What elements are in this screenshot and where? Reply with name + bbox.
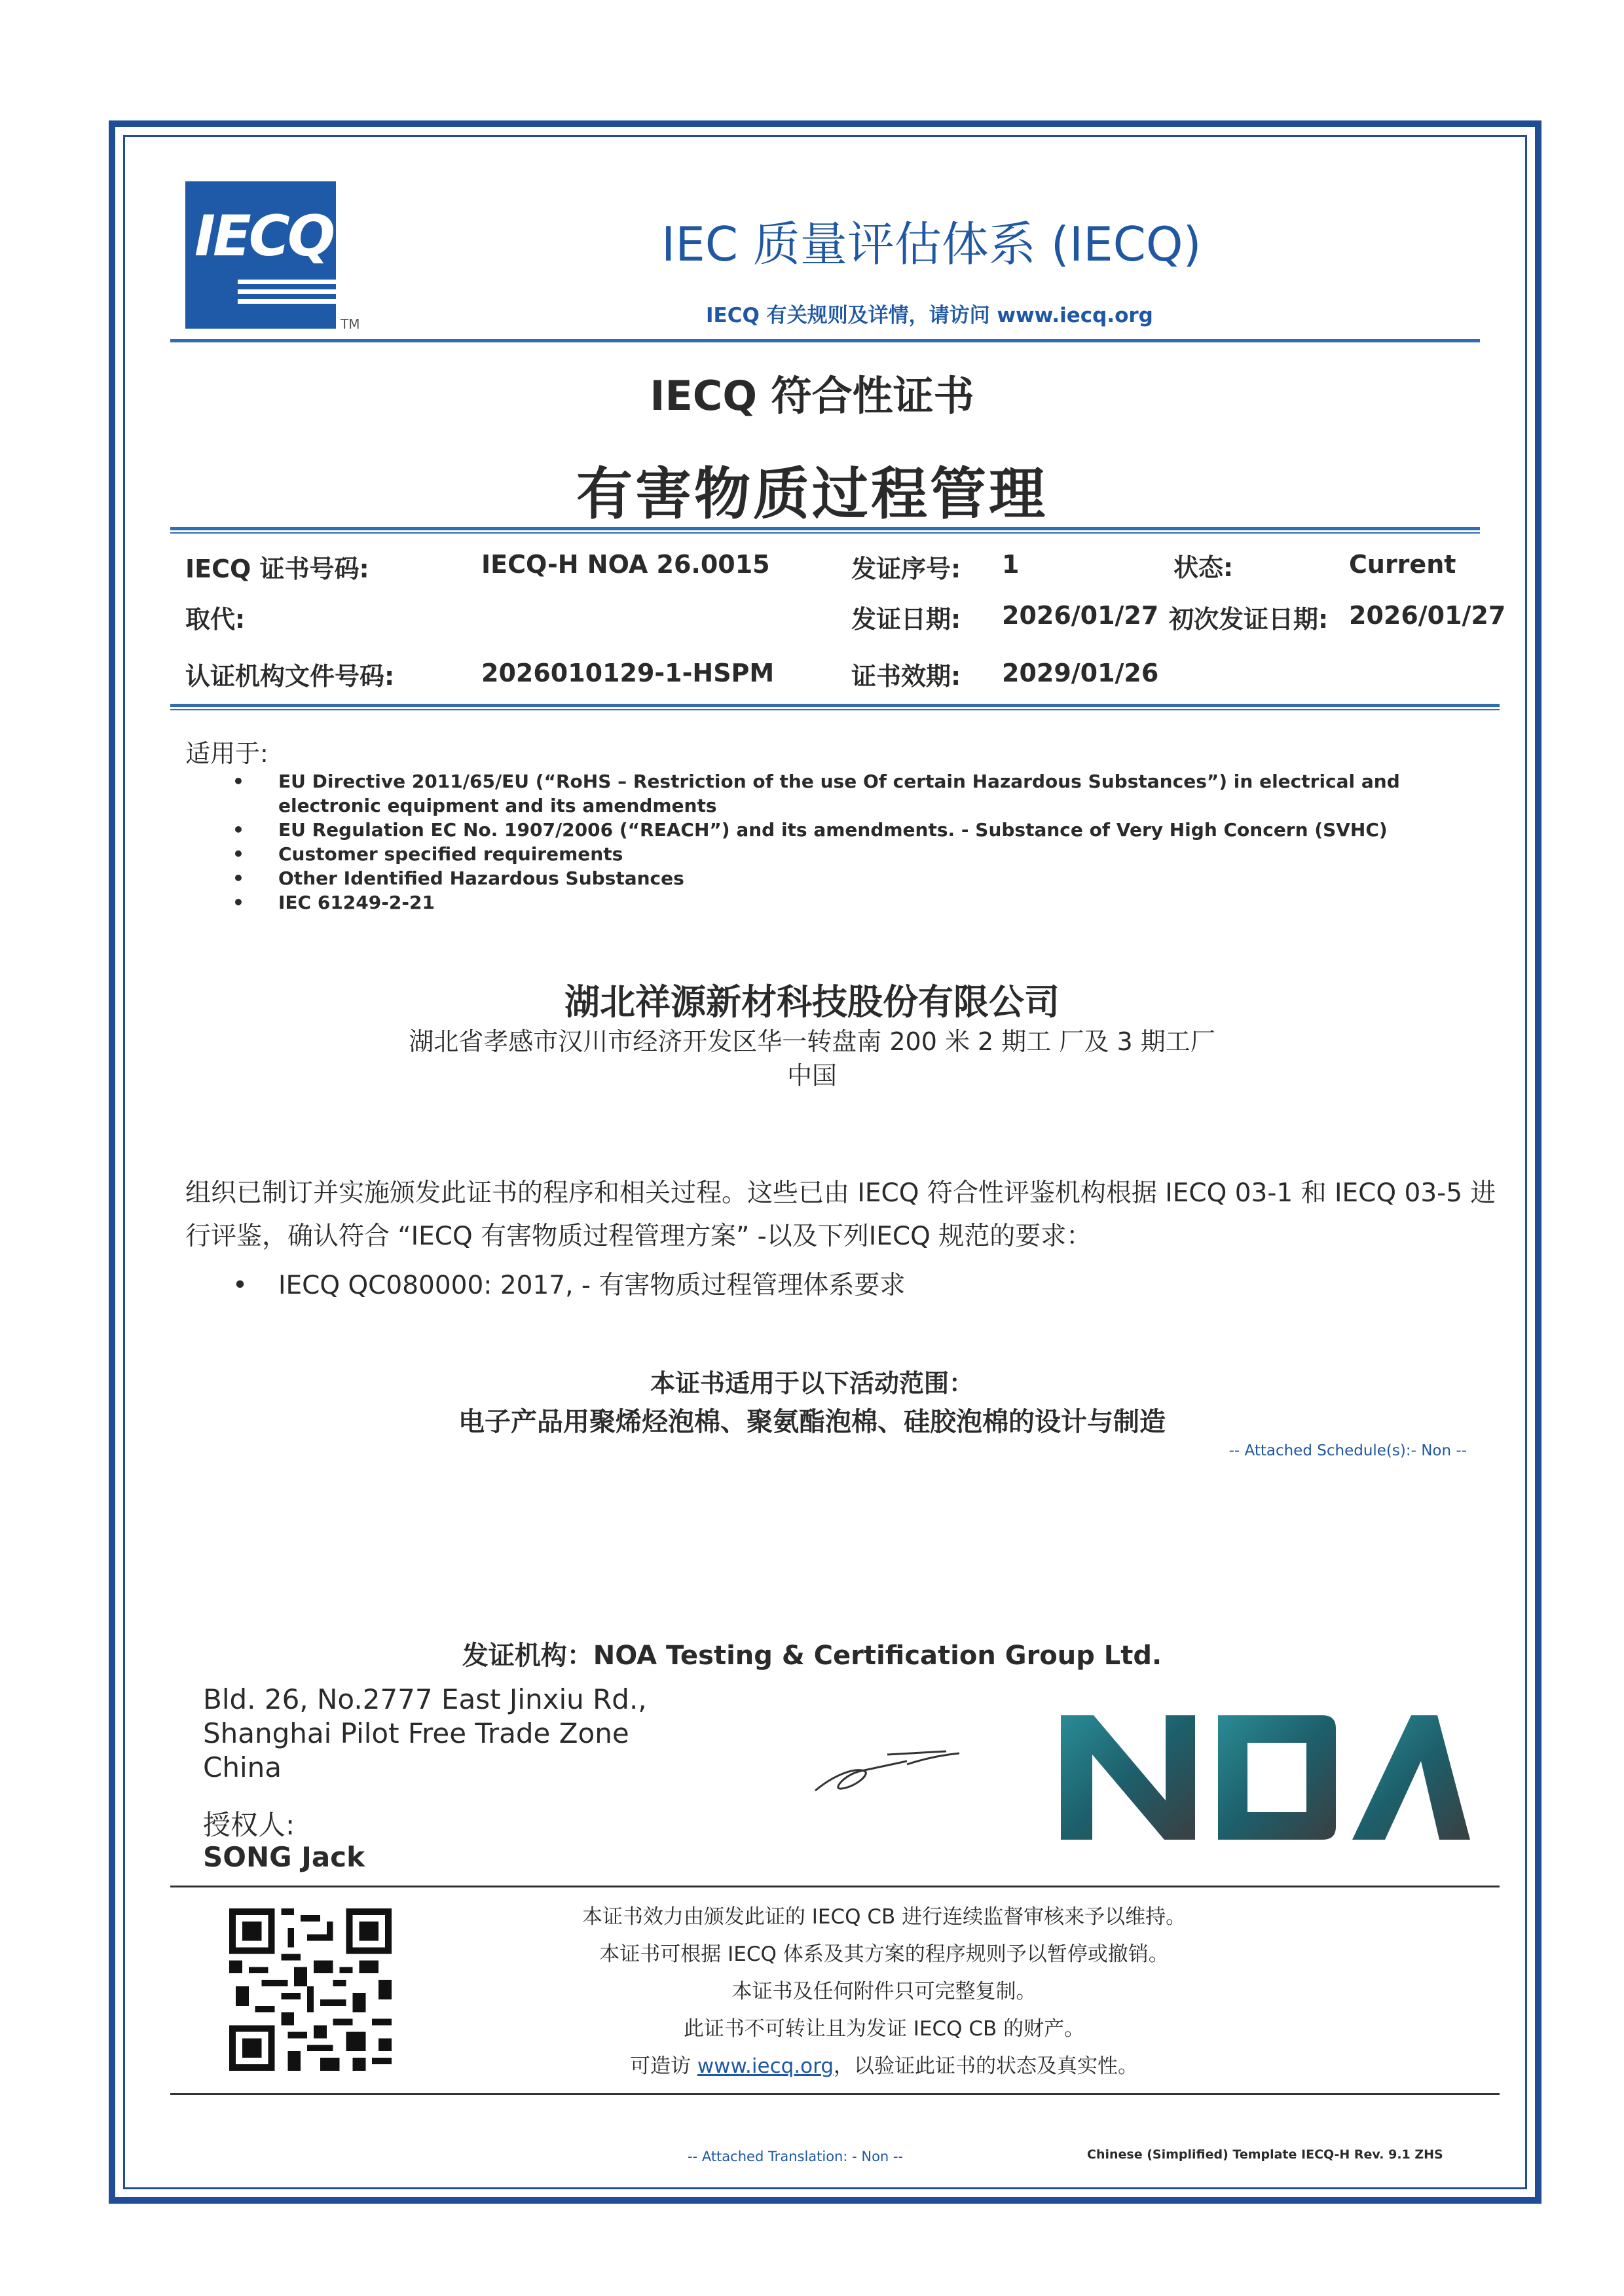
status-label: 状态: <box>1173 553 1234 582</box>
scope-item: • IEC 61249-2-21 <box>226 890 1470 915</box>
logo-stripe <box>238 289 336 294</box>
template-reference: Chinese (Simplified) Template IECQ-H Rev. 9.1 ZHS <box>1087 2147 1443 2162</box>
certificate-subtitle: 有害物质过程管理 <box>576 462 1048 527</box>
cb-file-value: 2026010129-1-HSPM <box>481 659 775 687</box>
verify-line <box>327 2048 1441 2085</box>
issuer-address <box>203 1683 647 1785</box>
logo-stripe <box>238 299 336 304</box>
bullet-icon: • <box>232 1271 248 1300</box>
authorized-name: SONG Jack <box>203 1841 365 1873</box>
footer-line: 本证书及任何附件只可完整复制。 <box>731 1980 1037 2003</box>
info-divider <box>170 704 1500 707</box>
trademark-mark: TM <box>341 316 360 332</box>
verify-prefix: 可造访 <box>629 2054 697 2078</box>
header-divider <box>170 339 1480 342</box>
organization-country: 中国 <box>786 1061 837 1090</box>
title-divider-thin <box>170 532 1480 534</box>
authorized-label: 授权人: <box>203 1809 295 1841</box>
issuer-address-line: Shanghai Pilot Free Trade Zone <box>203 1717 629 1749</box>
attached-translation-note: -- Attached Translation: - Non -- <box>688 2149 904 2164</box>
cert-no-value: IECQ-H NOA 26.0015 <box>481 550 770 579</box>
compliance-statement: 组织已制订并实施颁发此证书的程序和相关过程。这些已由 IECQ 符合性评鉴机构根据 IECQ 03-1 和 IECQ 03-5 进行评鉴，确认符合 “IECQ 有害物质过程管理方案” -以及下列IECQ 规范的要求： <box>185 1178 1496 1251</box>
scope-label: 适用于: <box>185 739 268 768</box>
issue-date-value: 2026/01/27 <box>1002 601 1159 630</box>
verify-suffix: ，以验证此证书的状态及真实性。 <box>834 2054 1139 2078</box>
title-divider <box>170 527 1480 530</box>
footer-bottom-divider <box>170 2093 1500 2095</box>
activities-value: 电子产品用聚烯烃泡棉、聚氨酯泡棉、硅胶泡棉的设计与制造 <box>458 1407 1166 1437</box>
cert-no-label: IECQ 证书号码: <box>185 555 369 583</box>
iecq-website-link[interactable]: www.iecq.org <box>697 2054 834 2078</box>
activities-label: 本证书适用于以下活动范围： <box>650 1369 974 1398</box>
scope-item: • Other Identified Hazardous Substances <box>226 866 1470 890</box>
issuer-address-line: China <box>203 1751 282 1783</box>
issuer-address-line: Bld. 26, No.2777 East Jinxiu Rd., <box>203 1683 647 1715</box>
footer-top-divider <box>170 1886 1500 1887</box>
organization-address: 湖北省孝感市汉川市经济开发区华一转盘南 200 米 2 期工 厂及 3 期工厂 <box>409 1027 1215 1056</box>
footer-line: 本证书可根据 IECQ 体系及其方案的程序规则予以暂停或撤销。 <box>599 1942 1169 1966</box>
issue-date-label: 发证日期: <box>851 605 961 634</box>
signature <box>809 1735 966 1800</box>
scope-item: • EU Directive 2011/65/EU (“RoHS – Restriction of the use Of certain Hazardous Substances”) in electrical and electronic equipment and its amendments <box>226 769 1470 818</box>
issue-no-value: 1 <box>1002 550 1020 579</box>
footer-notices <box>327 1899 1441 2085</box>
footer-line: 此证书不可转让且为发证 IECQ CB 的财产。 <box>683 2017 1085 2041</box>
certificate-inner-border <box>123 135 1527 2189</box>
replaces-label: 取代: <box>185 605 246 634</box>
first-issue-label: 初次发证日期: <box>1169 605 1329 634</box>
iecq-logo-text: IECQ <box>194 204 333 269</box>
certificate-title: IECQ 符合性证书 <box>650 372 974 420</box>
standard-item <box>226 1265 905 1302</box>
issuing-body: 发证机构：NOA Testing & Certification Group Ltd. <box>462 1641 1162 1671</box>
scope-item: • EU Regulation EC No. 1907/2006 (“REACH”) and its amendments. - Substance of Very High Concern (SVHC) <box>226 818 1470 842</box>
first-issue-value: 2026/01/27 <box>1349 601 1506 630</box>
expiry-value: 2029/01/26 <box>1002 659 1159 687</box>
organization-name: 湖北祥源新材科技股份有限公司 <box>564 981 1060 1023</box>
info-divider-thin <box>170 709 1500 710</box>
standard-text: IECQ QC080000: 2017, - 有害物质过程管理体系要求 <box>278 1271 906 1300</box>
iecq-logo <box>185 181 336 329</box>
footer-line: 本证书效力由颁发此证的 IECQ CB 进行连续监督审核来予以维持。 <box>581 1905 1187 1929</box>
noa-logo <box>1054 1702 1473 1846</box>
expiry-label: 证书效期: <box>851 662 961 691</box>
attached-schedule-note: -- Attached Schedule(s):- Non -- <box>1228 1442 1467 1459</box>
header-title: IEC 质量评估体系 (IECQ) <box>661 217 1202 272</box>
cb-file-label: 认证机构文件号码: <box>185 662 395 691</box>
scope-item: • Customer specified requirements <box>226 842 1470 866</box>
issue-no-label: 发证序号: <box>851 555 961 583</box>
scope-list <box>226 769 1470 915</box>
logo-stripe <box>238 280 336 284</box>
header-subtitle: IECQ 有关规则及详情，请访问 www.iecq.org <box>706 304 1153 327</box>
status-value: Current <box>1349 550 1456 579</box>
